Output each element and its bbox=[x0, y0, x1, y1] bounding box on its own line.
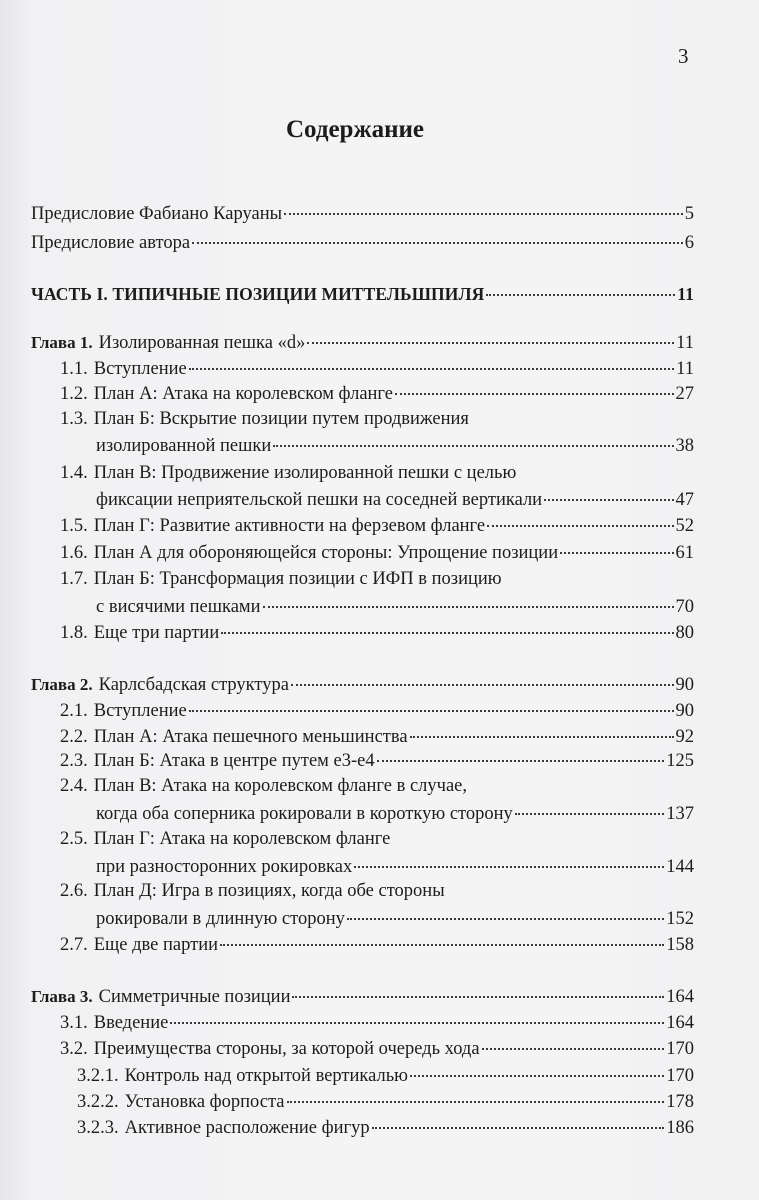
section-number: 1.4. bbox=[60, 463, 88, 483]
section-number: 1.7. bbox=[60, 569, 88, 589]
section-number: 1.6. bbox=[60, 543, 88, 563]
dot-leader bbox=[482, 1030, 665, 1050]
toc-entry-text: Вступление bbox=[93, 701, 187, 721]
toc-entry-page: 38 bbox=[675, 436, 694, 456]
toc-entry-continuation bbox=[0, 431, 759, 457]
toc-entry-text: Вступление bbox=[93, 359, 187, 379]
dot-leader bbox=[515, 795, 664, 815]
toc-entry-page: 11 bbox=[676, 333, 694, 353]
toc-entry bbox=[0, 538, 759, 564]
toc-entry-text: План Г: Развитие активности на ферзевом фланге bbox=[93, 516, 486, 536]
dot-leader bbox=[170, 1004, 664, 1024]
toc-entry-page: 144 bbox=[666, 857, 694, 877]
dot-leader bbox=[372, 1109, 665, 1129]
dot-leader bbox=[410, 1057, 664, 1077]
toc-entry-text: ЧАСТЬ I. ТИПИЧНЫЕ ПОЗИЦИИ МИТТЕЛЬШПИЛЯ bbox=[31, 284, 485, 304]
chapter-label: Глава 1. bbox=[31, 333, 93, 352]
dot-leader bbox=[220, 926, 664, 946]
dot-leader bbox=[347, 900, 664, 920]
toc-entry-text: План А для обороняющейся стороны: Упрощение позиции bbox=[93, 543, 559, 563]
toc-entry bbox=[0, 379, 759, 405]
section-number: 2.2. bbox=[60, 727, 88, 747]
dot-leader bbox=[291, 666, 674, 686]
toc-entry-page: 164 bbox=[666, 1013, 694, 1033]
toc-part-heading bbox=[0, 280, 759, 306]
toc-entry-text: Установка форпоста bbox=[124, 1092, 285, 1112]
toc-entry-page: 5 bbox=[684, 204, 694, 224]
toc-entry bbox=[0, 228, 759, 254]
section-number: 1.5. bbox=[60, 516, 88, 536]
section-number: 3.1. bbox=[60, 1013, 88, 1033]
section-number: 2.7. bbox=[60, 935, 88, 955]
toc-entry-text: План В: Продвижение изолированной пешки с целью bbox=[93, 463, 517, 483]
section-number: 1.1. bbox=[60, 359, 88, 379]
dot-leader bbox=[395, 375, 674, 395]
toc-entry-continuation bbox=[0, 799, 759, 825]
dot-leader bbox=[377, 742, 665, 762]
toc-entry-text: Симметричные позиции bbox=[98, 987, 291, 1007]
toc-entry-continuation bbox=[0, 852, 759, 878]
toc-entry-page: 27 bbox=[675, 384, 694, 404]
toc-entry-page: 61 bbox=[675, 543, 694, 563]
toc-entry bbox=[0, 618, 759, 644]
chapter-label: Глава 2. bbox=[31, 675, 93, 694]
chapter-label: Глава 3. bbox=[31, 987, 93, 1006]
toc-entry-page: 11 bbox=[676, 359, 694, 379]
section-number: 1.8. bbox=[60, 623, 88, 643]
section-number: 2.5. bbox=[60, 829, 88, 849]
dot-leader bbox=[263, 588, 674, 608]
dot-leader bbox=[189, 350, 674, 370]
toc-entry bbox=[0, 930, 759, 956]
toc-entry-text: План Г: Атака на королевском фланге bbox=[93, 829, 391, 849]
toc-entry-text: План В: Атака на королевском фланге в случае, bbox=[93, 776, 467, 796]
section-number: 2.6. bbox=[60, 881, 88, 901]
toc-entry-text: фиксации неприятельской пешки на соседней вертикали bbox=[96, 490, 543, 510]
dot-leader bbox=[192, 224, 683, 244]
toc-entry-text: Введение bbox=[93, 1013, 169, 1033]
toc-entry-page: 11 bbox=[677, 284, 694, 304]
toc-entry-text: План Б: Трансформация позиции с ИФП в позицию bbox=[93, 569, 502, 589]
toc-entry bbox=[0, 199, 759, 225]
toc-entry bbox=[0, 1113, 759, 1139]
toc-entry-page: 6 bbox=[684, 233, 694, 253]
toc-entry-text: Еще две партии bbox=[93, 935, 219, 955]
toc-entry-text: с висячими пешками bbox=[96, 597, 261, 617]
toc-entry-page: 70 bbox=[675, 597, 694, 617]
toc-entry-text: План Б: Вскрытие позиции путем продвижения bbox=[93, 409, 469, 429]
dot-leader bbox=[544, 481, 673, 501]
toc-entry-page: 125 bbox=[666, 751, 694, 771]
toc-entry-page: 80 bbox=[675, 623, 694, 643]
section-number: 1.2. bbox=[60, 384, 88, 404]
toc-entry-page: 52 bbox=[675, 516, 694, 536]
toc-entry-text: План Б: Атака в центре путем e3-e4 bbox=[93, 751, 375, 771]
dot-leader bbox=[354, 848, 664, 868]
page-number: 3 bbox=[678, 44, 689, 68]
toc-entry-page: 186 bbox=[666, 1118, 694, 1138]
toc-entry-text: Преимущества стороны, за которой очередь хода bbox=[93, 1039, 480, 1059]
page-title: Содержание bbox=[285, 116, 424, 143]
toc-entry-page: 170 bbox=[666, 1066, 694, 1086]
section-number: 2.1. bbox=[60, 701, 88, 721]
toc-entry-page: 47 bbox=[675, 490, 694, 510]
dot-leader bbox=[292, 978, 664, 998]
toc-entry-page: 164 bbox=[666, 987, 694, 1007]
toc-entry-page: 90 bbox=[675, 701, 694, 721]
toc-entry bbox=[0, 746, 759, 772]
dot-leader bbox=[487, 507, 673, 527]
section-number: 3.2. bbox=[60, 1039, 88, 1059]
toc-entry-text: при разносторонних рокировках bbox=[96, 857, 353, 877]
dot-leader bbox=[307, 324, 674, 344]
toc-entry-text: когда оба соперника рокировали в короткую сторону bbox=[96, 804, 513, 824]
section-number: 1.3. bbox=[60, 409, 88, 429]
dot-leader bbox=[486, 276, 675, 296]
toc-entry-text: План А: Атака на королевском фланге bbox=[93, 384, 393, 404]
dot-leader bbox=[287, 1083, 665, 1103]
toc-entry-text: изолированной пешки bbox=[96, 436, 272, 456]
dot-leader bbox=[273, 427, 673, 447]
section-number: 2.4. bbox=[60, 776, 88, 796]
toc-entry-page: 178 bbox=[666, 1092, 694, 1112]
section-number: 3.2.1. bbox=[77, 1066, 119, 1086]
toc-entry-text: План А: Атака пешечного меньшинства bbox=[93, 727, 408, 747]
toc-entry-text: План Д: Игра в позициях, когда обе стороны bbox=[93, 881, 445, 901]
dot-leader bbox=[221, 614, 673, 634]
toc-entry-text: Контроль над открытой вертикалью bbox=[124, 1066, 408, 1086]
toc-entry-text: Предисловие автора bbox=[31, 233, 191, 253]
section-number: 2.3. bbox=[60, 751, 88, 771]
toc-entry-page: 170 bbox=[666, 1039, 694, 1059]
toc-entry-page: 92 bbox=[675, 727, 694, 747]
toc-entry-page: 90 bbox=[675, 675, 694, 695]
toc-entry-text: Изолированная пешка «d» bbox=[98, 333, 306, 353]
dot-leader bbox=[189, 692, 674, 712]
toc-entry-text: Предисловие Фабиано Каруаны bbox=[31, 204, 283, 224]
toc-entry-text: Активное расположение фигур bbox=[124, 1118, 370, 1138]
toc-entry-text: рокировали в длинную сторону bbox=[96, 909, 345, 929]
toc-entry-text: Еще три партии bbox=[93, 623, 220, 643]
toc-entry-page: 137 bbox=[666, 804, 694, 824]
dot-leader bbox=[284, 195, 683, 215]
toc-entry-page: 158 bbox=[666, 935, 694, 955]
section-number: 3.2.2. bbox=[77, 1092, 119, 1112]
toc-entry-text: Карлсбадская структура bbox=[98, 675, 289, 695]
dot-leader bbox=[560, 534, 673, 554]
section-number: 3.2.3. bbox=[77, 1118, 119, 1138]
dot-leader bbox=[410, 718, 674, 738]
toc-entry-page: 152 bbox=[666, 909, 694, 929]
